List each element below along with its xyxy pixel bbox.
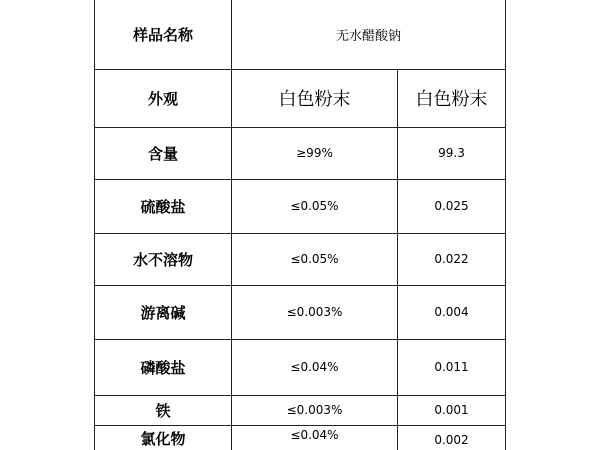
table-row	[94, 425, 506, 450]
row-result: 0.002	[398, 425, 506, 450]
table-row	[94, 179, 506, 234]
appearance-label: 外观	[94, 69, 232, 127]
table-row	[94, 339, 506, 396]
spec-table	[94, 0, 506, 450]
table-row	[94, 395, 506, 426]
row-spec: ≤0.05%	[232, 233, 398, 285]
row-spec: ≥99%	[232, 127, 398, 179]
row-label: 游离碱	[94, 285, 232, 339]
row-label: 铁	[94, 395, 232, 425]
table-row	[94, 285, 506, 340]
table-row-sample-name	[94, 0, 506, 70]
table-row	[94, 233, 506, 286]
row-result: 0.004	[398, 285, 506, 339]
sample-name-label: 样品名称	[94, 0, 232, 69]
row-label: 氯化物	[94, 425, 232, 450]
row-spec: ≤0.003%	[232, 395, 398, 425]
row-result: 0.025	[398, 179, 506, 233]
row-spec: ≤0.05%	[232, 179, 398, 233]
row-label: 磷酸盐	[94, 339, 232, 395]
sample-name-value: 无水醋酸钠	[232, 0, 506, 69]
row-label: 水不溶物	[94, 233, 232, 285]
row-label: 硫酸盐	[94, 179, 232, 233]
appearance-spec: 白色粉末	[232, 69, 398, 127]
row-result: 0.011	[398, 339, 506, 395]
row-result: 0.022	[398, 233, 506, 285]
row-spec: ≤0.04%	[232, 339, 398, 395]
row-spec: ≤0.04%	[232, 425, 398, 450]
table-row	[94, 127, 506, 180]
row-result: 0.001	[398, 395, 506, 425]
appearance-result: 白色粉末	[398, 69, 506, 127]
row-label: 含量	[94, 127, 232, 179]
table-row-appearance	[94, 69, 506, 128]
row-result: 99.3	[398, 127, 506, 179]
row-spec: ≤0.003%	[232, 285, 398, 339]
